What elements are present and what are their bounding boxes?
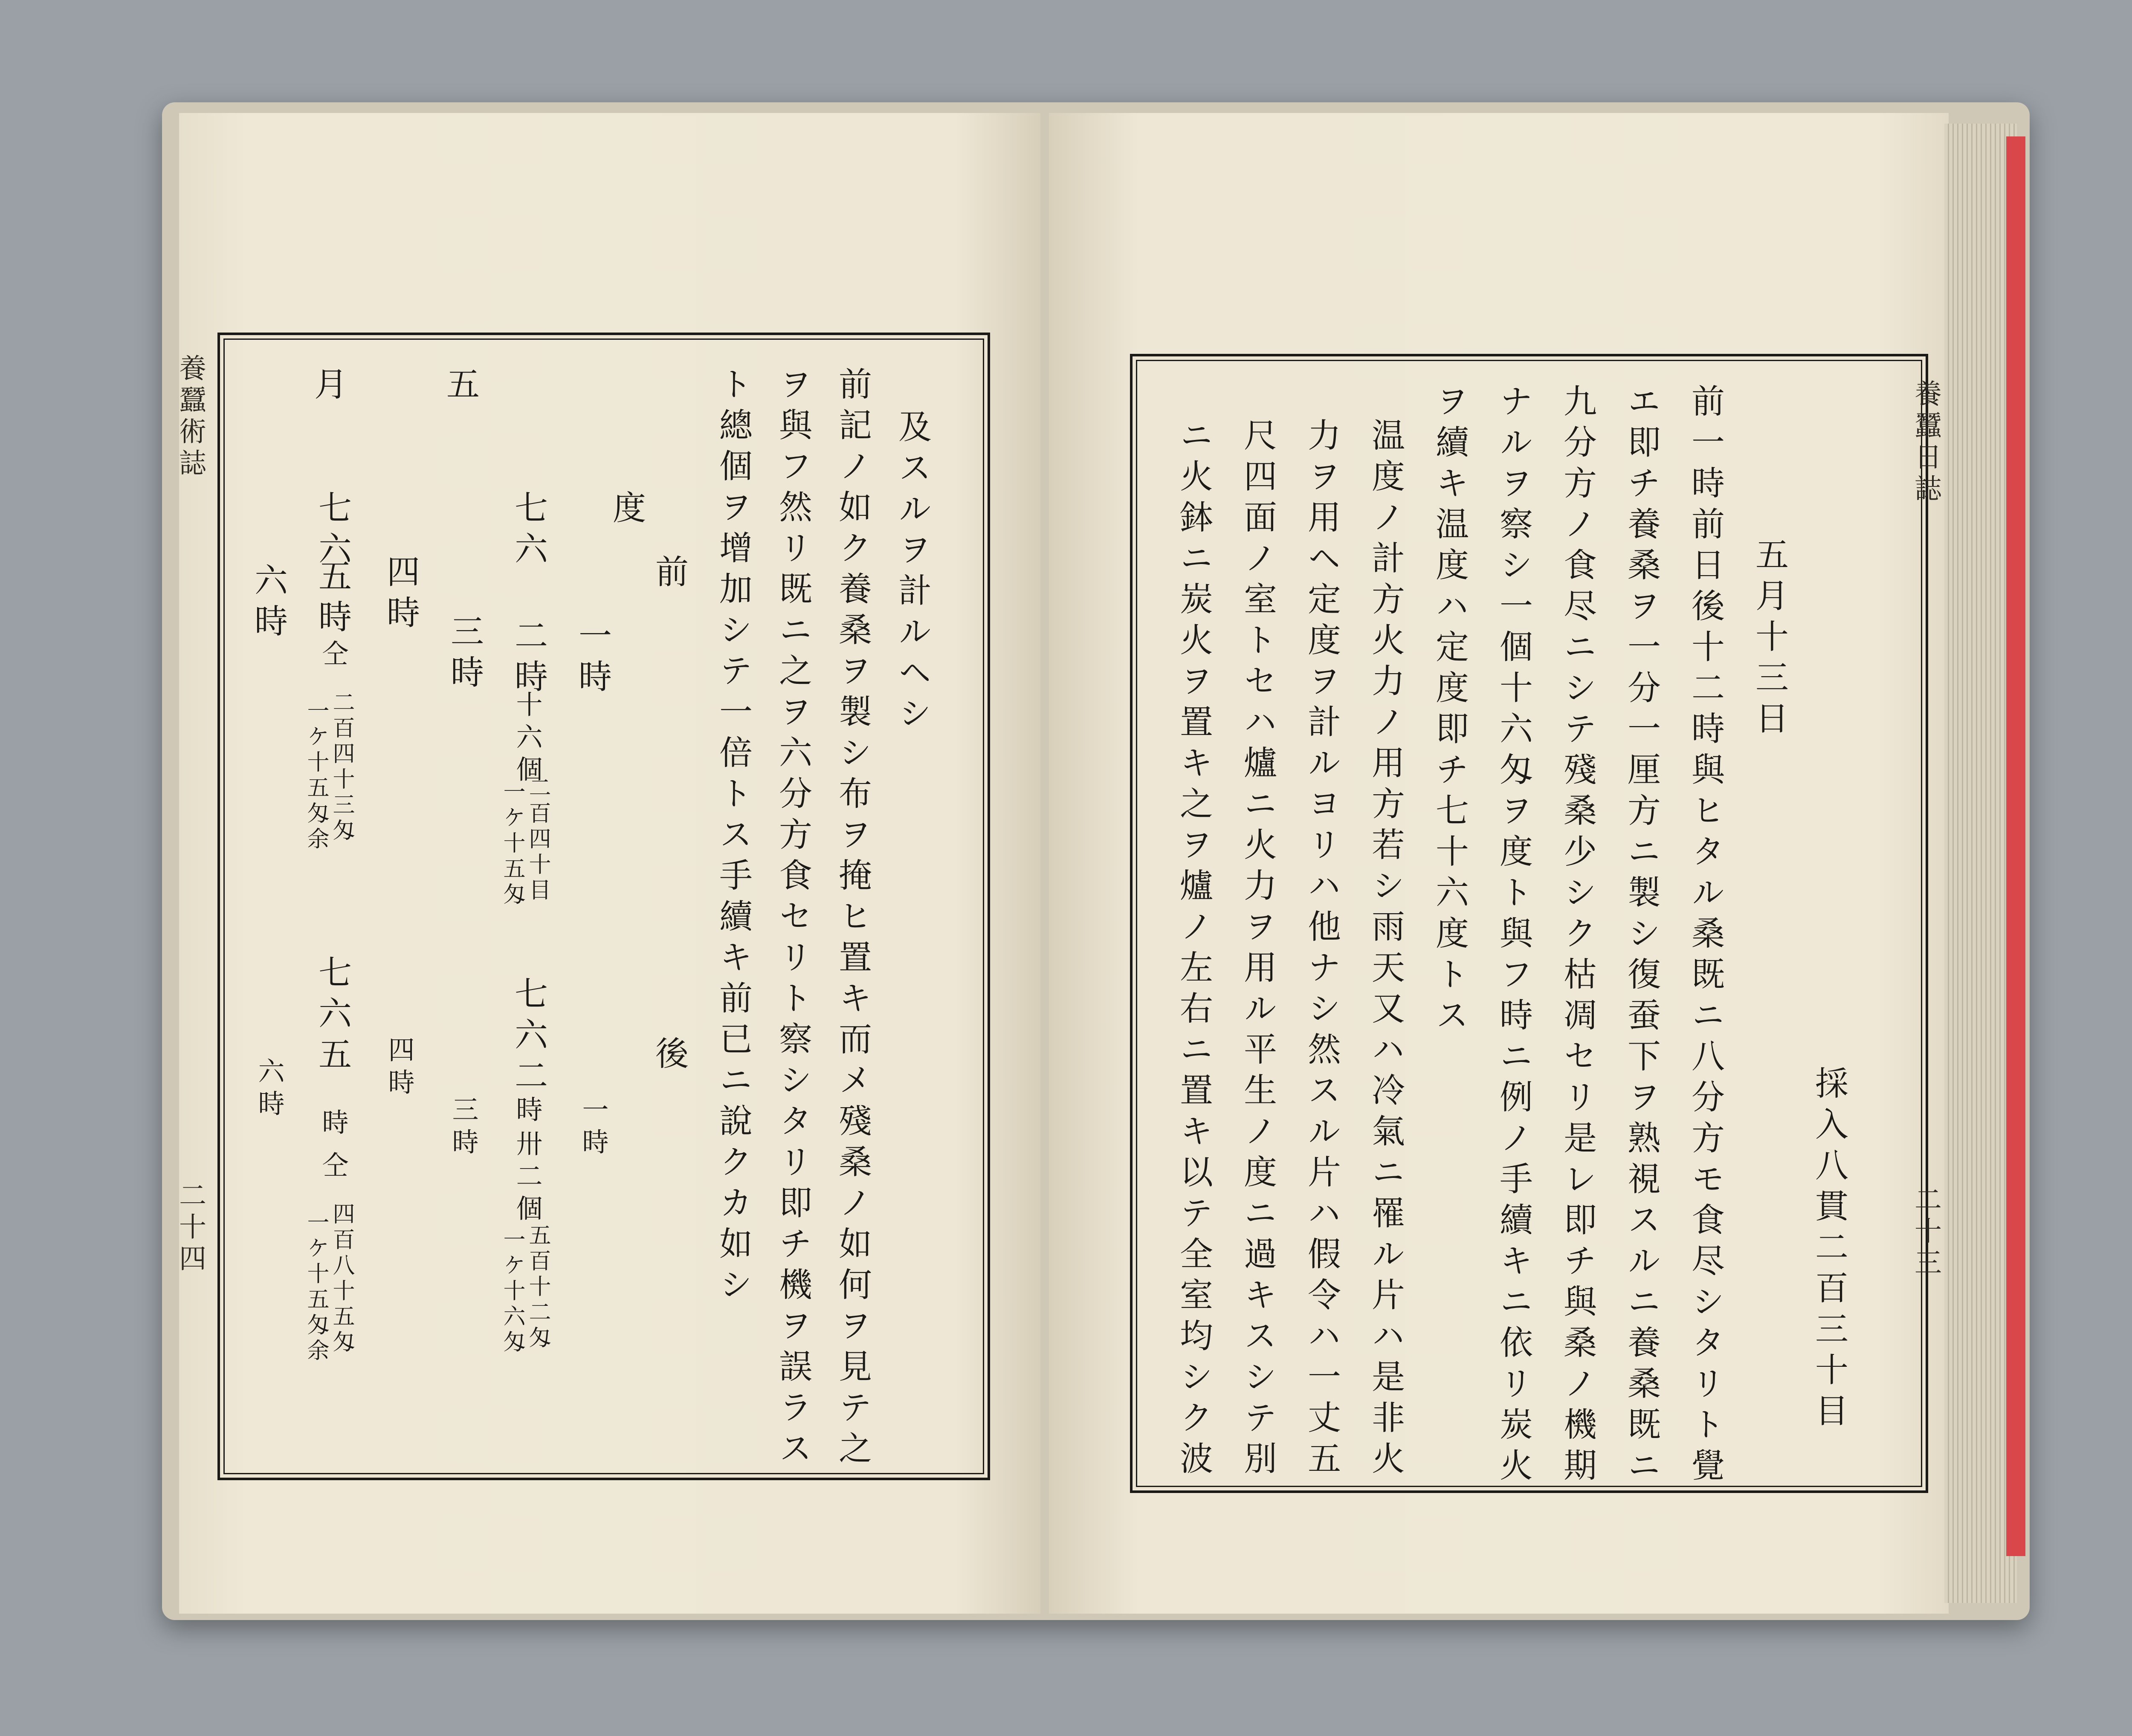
row5-weight-mae: 二百四十三匁 (329, 691, 354, 844)
row5-degree-mae: 七六 (313, 490, 351, 572)
row5-count-ato: 仝 (318, 1151, 349, 1183)
row6-time-ato: 六時 (254, 1057, 285, 1122)
right-col-9: ニ火鉢ニ炭火ヲ置キ之ヲ爐ノ左右ニ置キ以テ全室均シク波 (1174, 418, 1213, 1482)
left-col-4: ト總個ヲ增加シテ一倍トス手續キ前已ニ說クカ如シ (714, 367, 752, 1308)
right-col-5: ヲ續キ温度ハ定度即チ七十六度トス (1430, 384, 1469, 1039)
right-col-1: 前一時前日後十二時與ヒタル桑既ニ八分方モ食尽シタリト覺 (1686, 384, 1724, 1489)
right-col-6: 温度ノ計方火力ノ用方若シ雨天又ハ冷氣ニ罹ル片ハ是非火 (1366, 418, 1405, 1482)
right-col-7: 力ヲ用ヘ定度ヲ計ルヨリハ他ナシ然スル片ハ假令ハ一丈五 (1302, 418, 1341, 1482)
right-col-2: エ即チ養桑ヲ一分一厘方ニ製シ復蚕下ヲ熟視スルニ養桑既ニ (1622, 384, 1660, 1489)
right-note: 採入八貫二百三十目 (1810, 1066, 1848, 1434)
left-col-3: ヲ與フ然リ既ニ之ヲ六分方食セリト察シタリ即チ機ヲ誤ラス (773, 367, 812, 1472)
row2-count-mae: 十六個 (512, 691, 543, 788)
right-date: 五月十三日 (1750, 537, 1788, 742)
row2-time-mae: 二時 (509, 618, 547, 700)
table-label-mae: 前 (650, 554, 688, 595)
row2-time-ato: 時 (512, 1096, 543, 1128)
left-col-1: 及スルヲ計ルヘシ (893, 409, 931, 737)
row1-time-ato: 一時 (578, 1096, 609, 1160)
row2-each-mae: 一ケ十五匁 (499, 780, 525, 908)
table-head-go: 五 (441, 367, 479, 408)
row2-count-ato: 卅二個 (512, 1130, 543, 1227)
right-col-4: ナルヲ察シ一個十六匁ヲ度ト與フ時ニ例ノ手續キニ依リ炭火 (1494, 384, 1532, 1489)
row5-degree-ato: 七六五 (313, 955, 351, 1078)
row2-weight-mae: 二百四十目 (525, 776, 550, 904)
left-col-2: 前記ノ如ク養桑ヲ製シ布ヲ掩ヒ置キ而メ殘桑ノ如何ヲ見テ之 (833, 367, 872, 1472)
row3-time-ato: 三時 (448, 1096, 479, 1160)
row3-time-mae: 三時 (445, 614, 484, 696)
row4-time-ato: 四時 (384, 1036, 415, 1101)
row2-degree-ato: 七六二 (509, 976, 547, 1099)
row4-time-mae: 四時 (381, 554, 420, 636)
row1-time-mae: 一時 (573, 618, 611, 700)
row2-weight-ato: 五百十二匁 (525, 1224, 550, 1351)
right-col-8: 尺四面ノ室トセハ爐ニ火力ヲ用ル平生ノ度ニ過キスシテ別 (1238, 418, 1277, 1482)
right-folio: 二十三 (1910, 1185, 1941, 1280)
left-margin-title: 養蠶術誌 (174, 354, 206, 480)
right-margin-title: 養蠶日誌 (1910, 379, 1941, 506)
table-head-do: 度 (607, 490, 646, 531)
row6-time-mae: 六時 (249, 563, 287, 645)
row5-each-mae: 一ケ十五匁余 (303, 699, 329, 853)
red-edge (2006, 136, 2025, 1556)
row5-each-ato: 一ケ十五匁余 (303, 1211, 329, 1364)
row2-degree-mae: 七六 (509, 490, 547, 572)
table-label-ato: 後 (650, 1036, 688, 1077)
left-folio: 二十四 (174, 1181, 206, 1276)
row5-weight-ato: 四百八十五匁 (329, 1202, 354, 1356)
table-head-tsuki: 月 (309, 367, 347, 408)
row5-time-mae: 五時 (313, 558, 351, 640)
row5-time-ato: 時 (318, 1108, 349, 1141)
row5-count-mae: 仝 (318, 639, 349, 672)
row2-each-ato: 一ケ十六匁 (499, 1228, 525, 1356)
right-col-3: 九分方ノ食尽ニシテ殘桑少シク枯凋セリ是レ即チ與桑ノ機期 (1558, 384, 1596, 1489)
